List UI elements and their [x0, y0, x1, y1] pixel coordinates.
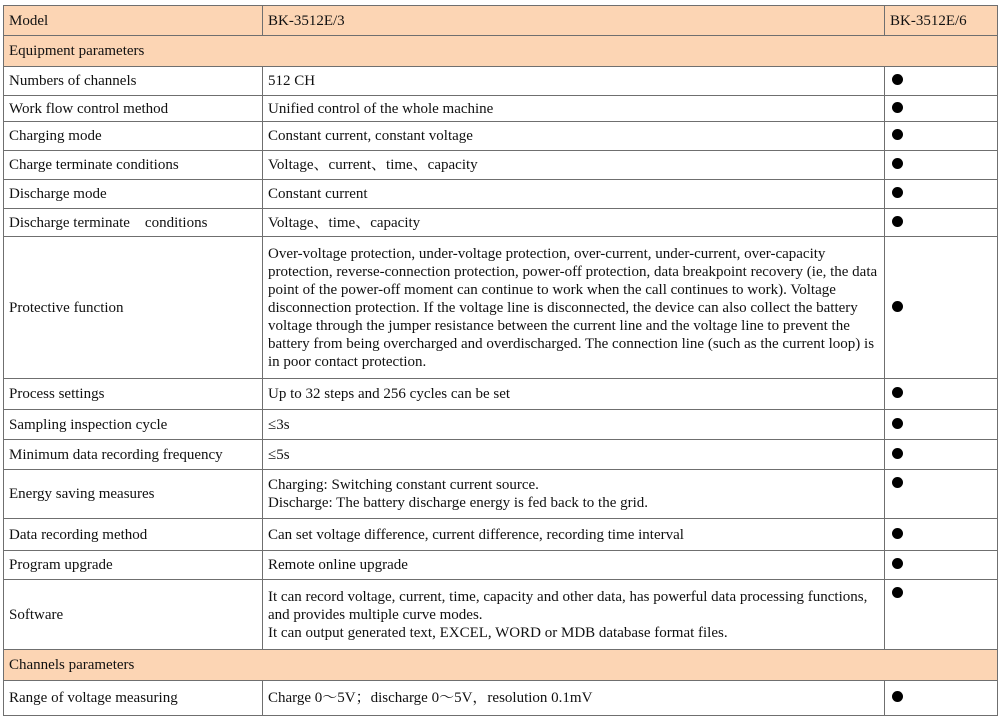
support-cell [885, 580, 998, 650]
model-b-name: BK-3512E/6 [885, 6, 998, 36]
support-cell [885, 519, 998, 551]
param-value [263, 580, 885, 650]
value-line: It can output generated text, EXCEL, WORD or MDB database format files. [268, 624, 728, 641]
param-value: 512 CH [263, 67, 885, 96]
param-name: Charging mode [4, 122, 263, 151]
support-cell [885, 379, 998, 410]
table-row [4, 681, 998, 716]
param-value: ≤5s [263, 440, 885, 470]
filled-circle-icon [892, 528, 903, 539]
table-row [4, 470, 998, 519]
support-cell [885, 96, 998, 122]
filled-circle-icon [892, 448, 903, 459]
param-name: Work flow control method [4, 96, 263, 122]
table-row [4, 440, 998, 470]
param-value: ≤3s [263, 410, 885, 440]
param-name: Discharge mode [4, 180, 263, 209]
param-name: Sampling inspection cycle [4, 410, 263, 440]
table-row [4, 379, 998, 410]
table-row [4, 209, 998, 237]
value-line: Discharge: The battery discharge energy is fed back to the grid. [268, 495, 649, 511]
section-row-channels [4, 650, 998, 681]
param-value: Voltage、time、capacity [263, 209, 885, 237]
param-value: Unified control of the whole machine [263, 96, 885, 122]
param-name: Energy saving measures [4, 470, 263, 519]
param-value [263, 470, 885, 519]
filled-circle-icon [892, 477, 903, 488]
filled-circle-icon [892, 587, 903, 598]
table-row [4, 519, 998, 551]
filled-circle-icon [892, 216, 903, 227]
model-label: Model [4, 6, 263, 36]
param-name: Software [4, 580, 263, 650]
param-name: Data recording method [4, 519, 263, 551]
support-cell [885, 151, 998, 180]
table-row [4, 410, 998, 440]
table-row [4, 237, 998, 379]
support-cell [885, 681, 998, 716]
support-cell [885, 180, 998, 209]
filled-circle-icon [892, 187, 903, 198]
param-name: Range of voltage measuring [4, 681, 263, 716]
model-a-name: BK-3512E/3 [263, 6, 885, 36]
param-value: Charge 0～5V；discharge 0～5V，resolution 0.1mV [263, 681, 885, 716]
support-cell [885, 410, 998, 440]
param-name: Discharge terminate conditions [4, 209, 263, 237]
param-value: Voltage、current、time、capacity [263, 151, 885, 180]
model-header-row [4, 6, 998, 36]
param-value: Constant current [263, 180, 885, 209]
table-row [4, 551, 998, 580]
support-cell [885, 440, 998, 470]
value-line: It can record voltage, current, time, capacity and other data, has powerful data processing functions, and provides multiple curve modes. [268, 588, 868, 623]
table-row [4, 180, 998, 209]
param-value: Remote online upgrade [263, 551, 885, 580]
filled-circle-icon [892, 158, 903, 169]
table-row [4, 67, 998, 96]
filled-circle-icon [892, 74, 903, 85]
table-row [4, 151, 998, 180]
param-name: Protective function [4, 237, 263, 379]
support-cell [885, 67, 998, 96]
param-value: Can set voltage difference, current difference, recording time interval [263, 519, 885, 551]
param-name: Charge terminate conditions [4, 151, 263, 180]
param-value: Constant current, constant voltage [263, 122, 885, 151]
table-row [4, 96, 998, 122]
support-cell [885, 209, 998, 237]
spec-table [3, 5, 998, 716]
param-value: Up to 32 steps and 256 cycles can be set [263, 379, 885, 410]
support-cell [885, 122, 998, 151]
param-value: Over-voltage protection, under-voltage protection, over-current, under-current, over-capacity protection, reverse-connection protection, power-off protection, data breakpoint recovery (ie, the data point of the power-off moment can continue to work when the call continues to work). Voltage disconnection protection. If the voltage line is disconnected, the device can also collect the battery voltage through the jumper resistance between the current line and the voltage line to prevent the battery from being overcharged and overdischarged. The connection line (such as the current loop) is in poor contact protection. [263, 237, 885, 379]
table-row [4, 580, 998, 650]
value-line: Charging: Switching constant current source. [268, 477, 539, 493]
param-name: Program upgrade [4, 551, 263, 580]
table-row [4, 122, 998, 151]
support-cell [885, 237, 998, 379]
support-cell [885, 470, 998, 519]
param-name: Process settings [4, 379, 263, 410]
param-name: Minimum data recording frequency [4, 440, 263, 470]
filled-circle-icon [892, 129, 903, 140]
filled-circle-icon [892, 418, 903, 429]
filled-circle-icon [892, 301, 903, 312]
support-cell [885, 551, 998, 580]
filled-circle-icon [892, 558, 903, 569]
section-title-channels: Channels parameters [4, 650, 998, 681]
filled-circle-icon [892, 691, 903, 702]
section-title-equipment: Equipment parameters [4, 36, 998, 67]
filled-circle-icon [892, 387, 903, 398]
section-row-equipment [4, 36, 998, 67]
filled-circle-icon [892, 102, 903, 113]
param-name: Numbers of channels [4, 67, 263, 96]
